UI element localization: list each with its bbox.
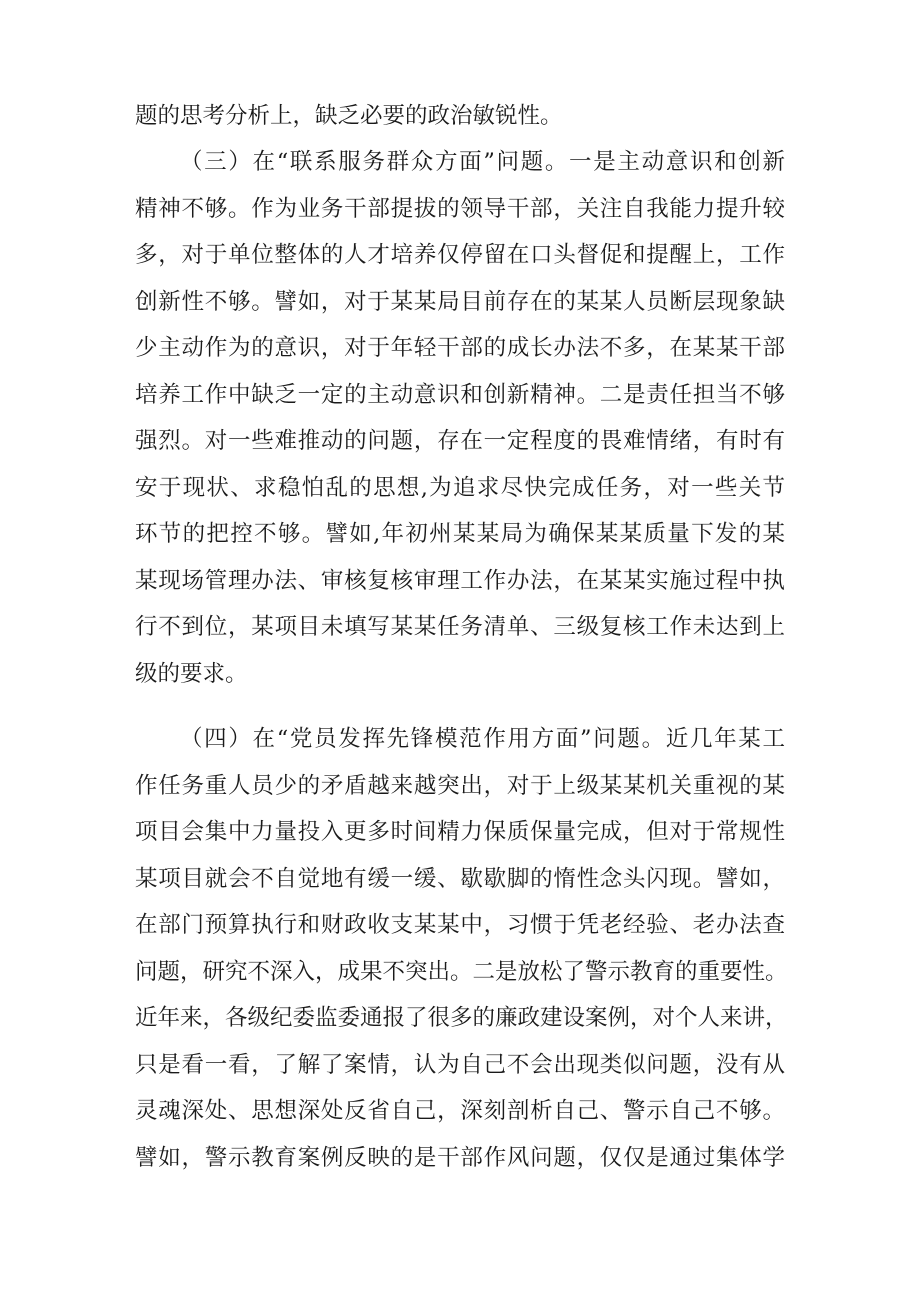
text-line: 只是看一看，了解了案情，认为自己不会出现类似问题，没有从 bbox=[135, 1052, 785, 1078]
text-line: 环节的把控不够。譬如,年初州某某局为确保某某质量下发的某 bbox=[135, 521, 785, 547]
text-line: 少主动作为的意识，对于年轻干部的成长办法不多，在某某干部 bbox=[135, 335, 785, 361]
text-line: 某项目就会不自觉地有缓一缓、歇歇脚的惰性念头闪现。譬如， bbox=[135, 866, 785, 892]
text-line: 问题，研究不深入，成果不突出。二是放松了警示教育的重要性。 bbox=[135, 959, 788, 985]
section-heading-line: （四）在“党员发挥先锋模范作用方面”问题。近几年某工 bbox=[180, 726, 785, 752]
text-line: 某现场管理办法、审核复核审理工作办法，在某某实施过程中执 bbox=[135, 568, 785, 594]
text-line: 譬如，警示教育案例反映的是干部作风问题，仅仅是通过集体学 bbox=[135, 1145, 785, 1171]
section-heading-line: （三）在“联系服务群众方面”问题。一是主动意识和创新 bbox=[180, 149, 785, 175]
text-line: 灵魂深处、思想深处反省自己，深刻剖析自己、警示自己不够。 bbox=[135, 1098, 785, 1124]
text-line: 题的思考分析上，缺乏必要的政治敏锐性。 bbox=[135, 103, 563, 129]
text-line: 在部门预算执行和财政收支某某中，习惯于凭老经验、老办法查 bbox=[135, 912, 785, 938]
text-line: 精神不够。作为业务干部提拔的领导干部，关注自我能力提升较 bbox=[135, 196, 785, 222]
text-line: 级的要求。 bbox=[135, 661, 248, 687]
text-line: 安于现状、求稳怕乱的思想,为追求尽快完成任务，对一些关节 bbox=[135, 475, 785, 501]
text-line: 作任务重人员少的矛盾越来越突出，对于上级某某机关重视的某 bbox=[135, 773, 785, 799]
text-line: 强烈。对一些难推动的问题，存在一定程度的畏难情绪，有时有 bbox=[135, 428, 785, 454]
text-line: 创新性不够。譬如，对于某某局目前存在的某某人员断层现象缺 bbox=[135, 289, 785, 315]
text-line: 项目会集中力量投入更多时间精力保质保量完成，但对于常规性 bbox=[135, 819, 785, 845]
text-line: 多，对于单位整体的人才培养仅停留在口头督促和提醒上，工作 bbox=[135, 242, 785, 268]
text-line: 行不到位，某项目未填写某某任务清单、三级复核工作未达到上 bbox=[135, 614, 785, 640]
text-line: 近年来，各级纪委监委通报了很多的廉政建设案例，对个人来讲， bbox=[135, 1005, 788, 1031]
text-line: 培养工作中缺乏一定的主动意识和创新精神。二是责任担当不够 bbox=[135, 382, 785, 408]
